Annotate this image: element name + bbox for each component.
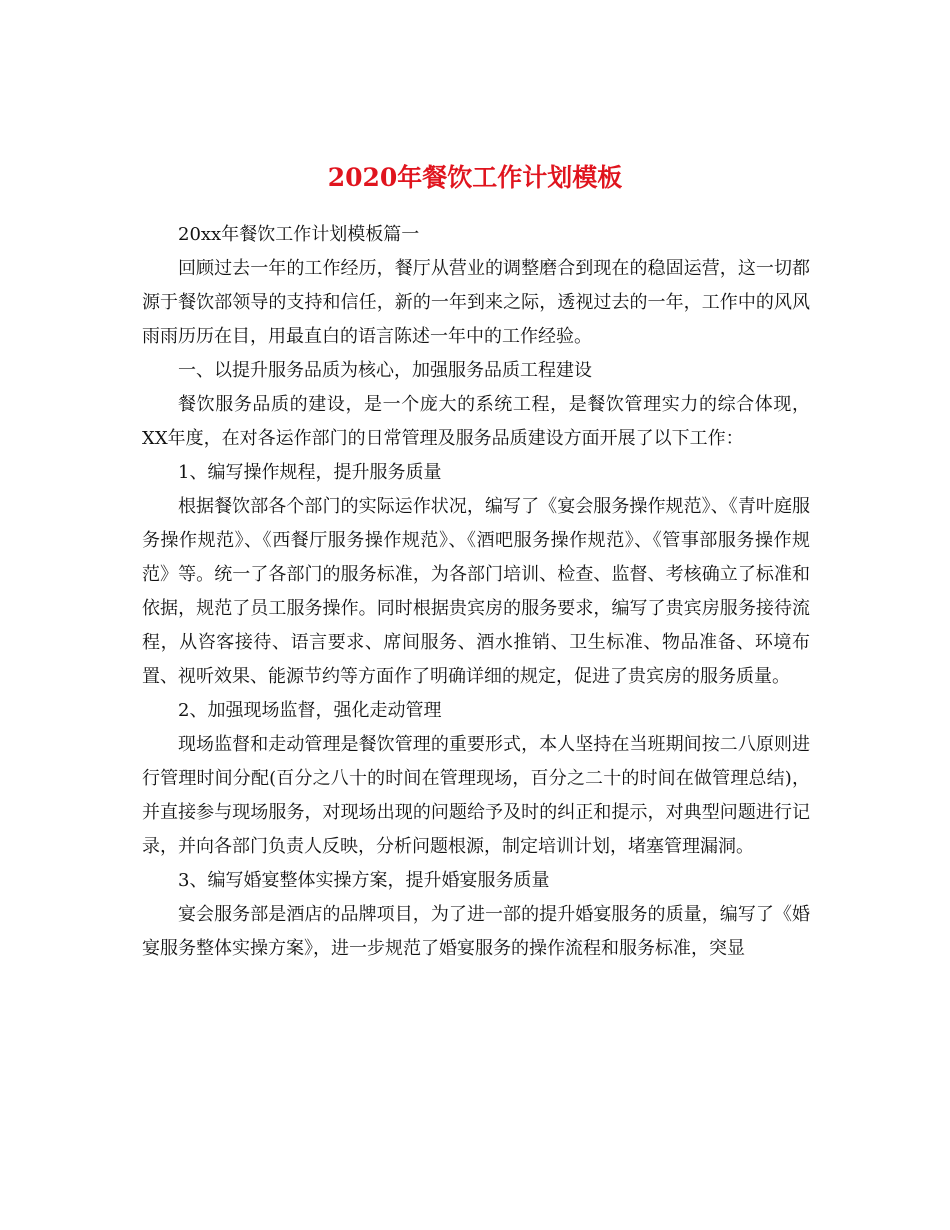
subsection-heading-3: 3、编写婚宴整体实操方案，提升婚宴服务质量 <box>178 870 550 891</box>
paragraph-subtitle: 20xx年餐饮工作计划模板篇一 <box>178 224 420 245</box>
paragraph-intro: 回顾过去一年的工作经历，餐厅从营业的调整磨合到现在的稳固运营，这一切都源于餐饮部领导的支持和信任，新的一年到来之际，透视过去的一年，工作中的风风雨雨历历在目，用最直白的语言陈述一年中的工作经验。 <box>142 258 810 347</box>
subsection-heading-1: 1、编写操作规程，提升服务质量 <box>178 462 442 483</box>
paragraph: 餐饮服务品质的建设，是一个庞大的系统工程，是餐饮管理实力的综合体现，XX年度，在对各运作部门的日常管理及服务品质建设方面开展了以下工作： <box>142 394 810 449</box>
document-title: 2020年餐饮工作计划模板 <box>327 162 623 192</box>
paragraph: 根据餐饮部各个部门的实际运作状况，编写了《宴会服务操作规范》、《青叶庭服务操作规范》、《西餐厅服务操作规范》、《酒吧服务操作规范》、《管事部服务操作规范》等。统一了各部门的服务标准，为各部门培训、检查、监督、考核确立了标准和依据，规范了员工服务操作。同时根据贵宾房的服务要求，编写了贵宾房服务接待流程，从咨客接待、语言要求、席间服务、酒水推销、卫生标准、物品准备、环境布置、视听效果、能源节约等方面作了明确详细的规定，促进了贵宾房的服务质量。 <box>142 496 810 687</box>
paragraph: 宴会服务部是酒店的品牌项目，为了进一部的提升婚宴服务的质量，编写了《婚宴服务整体实操方案》，进一步规范了婚宴服务的操作流程和服务标准，突显 <box>142 904 810 959</box>
document-body <box>142 218 810 966</box>
paragraph: 现场监督和走动管理是餐饮管理的重要形式，本人坚持在当班期间按二八原则进行管理时间分配(百分之八十的时间在管理现场，百分之二十的时间在做管理总结)，并直接参与现场服务，对现场出现的问题给予及时的纠正和提示，对典型问题进行记录，并向各部门负责人反映，分析问题根源，制定培训计划，堵塞管理漏洞。 <box>142 734 810 857</box>
subsection-heading-2: 2、加强现场监督，强化走动管理 <box>178 700 442 721</box>
section-heading-1: 一、以提升服务品质为核心，加强服务品质工程建设 <box>178 360 592 381</box>
